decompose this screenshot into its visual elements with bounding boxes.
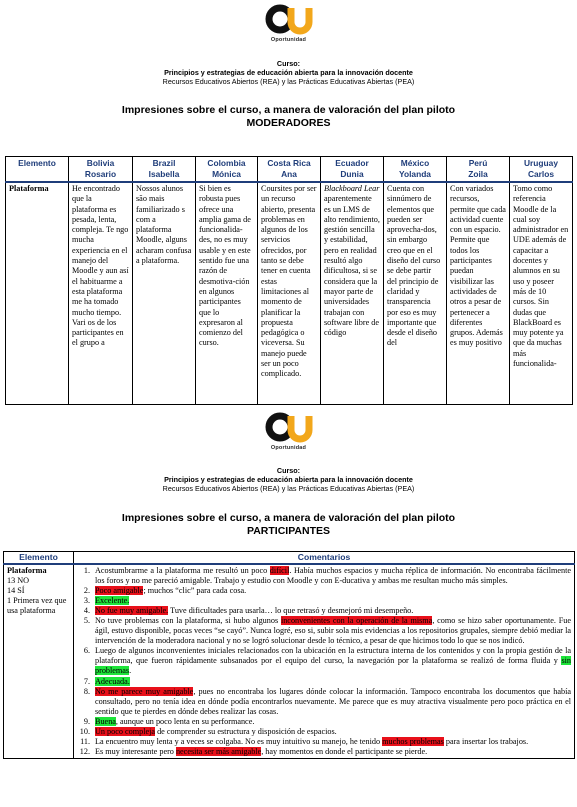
participants-page xyxy=(0,412,577,807)
comment-number: 2. xyxy=(83,586,90,596)
logo-icon xyxy=(265,412,313,444)
table-header-row xyxy=(6,157,573,183)
comment-item xyxy=(77,747,571,757)
comment-text-run: ; muchos “clic” para cada cosa. xyxy=(143,586,247,596)
header-cell: Bolivia Rosario xyxy=(69,157,133,183)
comment-item xyxy=(77,586,571,596)
comment-text-run: Luego de algunos inconvenientes iniciales relacionados con la ubicación en la estructura interna de los contenidos y con la propia gestión de la plataforma, que fueron rápidamente subsanados por el equipo del curso, la navegación por la plataforma se realizó de forma fluida y xyxy=(95,646,571,666)
logo-icon xyxy=(265,4,313,36)
positive-highlight: Adecuada. xyxy=(95,676,130,686)
header-cell: Perú Zoila xyxy=(447,157,510,183)
comment-text-run: La encuentro muy lenta y a veces se colgaba. No es muy intuitivo su manejo, he tenido xyxy=(95,736,383,746)
element-stat: 1 Primera vez que usa plataforma xyxy=(7,596,67,616)
table-row xyxy=(6,182,573,404)
header-cell: Ecuador Dunia xyxy=(321,157,384,183)
comment-text xyxy=(95,747,571,757)
section-title-line2: PARTICIPANTES xyxy=(246,525,331,537)
comment-item xyxy=(77,596,571,606)
table-header-row xyxy=(4,552,575,565)
comment-number: 6. xyxy=(83,646,90,656)
comment-text xyxy=(95,727,571,737)
comment-number: 7. xyxy=(83,676,90,686)
comment-text xyxy=(95,566,571,586)
positive-highlight: sin problemas xyxy=(95,656,571,676)
comment-item xyxy=(77,606,571,616)
comment-number: 12. xyxy=(79,746,90,756)
comment-text-run: . xyxy=(129,666,132,676)
negative-highlight: Poco amigable xyxy=(95,586,144,596)
negative-highlight: difícil xyxy=(269,566,290,575)
comment-item xyxy=(77,727,571,737)
comment-text xyxy=(95,596,571,606)
table-cell: He encontrado que la plataforma es pesada, lenta, compleja. Te ngo mucha experiencia en el manejo del Moodle y aun así el habituarme a esta plataforma me ha tomado mucho tiempo. Vari os de los participantes en el grupo a xyxy=(69,182,133,404)
table-cell: Coursites por ser un recurso abierto, presenta problemas en algunos de los servicios ofrecidos, por tanto se debe tener en cuenta estas limitaciones al momento de planificar la propuesta pedagógica o viceversa. Su manejo puede ser un poco complicado. xyxy=(258,182,321,404)
positive-highlight: Excelente. xyxy=(95,596,130,606)
table-cell: Con variados recursos, permite que cada actividad cuente con un espacio. Permite que todos los participantes puedan visibilizar las actividades de otros a pesar de pertenecer a diferentes grupos. Además es muy positivo xyxy=(447,182,510,404)
section-title-line1: Impresiones sobre el curso, a manera de valoración del plan piloto xyxy=(121,512,456,524)
comment-text xyxy=(95,677,571,687)
course-label: Curso: xyxy=(276,59,301,68)
comment-text xyxy=(95,737,571,747)
comment-text-run: Tuve dificultades para usarla… lo que retrasó y desmejoró mi desempeño. xyxy=(168,606,414,616)
comment-item xyxy=(77,646,571,676)
course-header xyxy=(0,466,577,493)
negative-highlight: Un poco compleja xyxy=(95,726,156,736)
comment-number: 4. xyxy=(83,606,90,616)
comment-text-run: , hay momentos en donde el participante se pierde. xyxy=(261,746,428,756)
logo-text: Oportunidad xyxy=(270,37,307,43)
comment-item xyxy=(77,737,571,747)
comment-item xyxy=(77,677,571,687)
element-name: Plataforma xyxy=(7,566,47,575)
comment-number: 10. xyxy=(79,726,90,736)
oportunidad-logo xyxy=(244,412,334,451)
element-cell xyxy=(4,564,74,758)
blackboard-label: Blackboard Lear xyxy=(324,184,380,193)
header-cell: Comentarios xyxy=(74,552,575,565)
comment-text xyxy=(95,687,571,717)
moderators-table xyxy=(5,156,573,405)
table-cell: Tomo como referencia Moodle de la cual soy administrador en UDE además de capacitar a docentes y alumnos en su uso y poseer más de 10 cursos. Sin dudas que BlackBoard es muy potente ya que da muchas más funcionalida- xyxy=(510,182,573,404)
comment-text-run: Es muy interesante pero xyxy=(95,746,176,756)
comment-number: 9. xyxy=(83,716,90,726)
header-cell: Elemento xyxy=(4,552,74,565)
comment-item xyxy=(77,566,571,586)
positive-highlight: Buena xyxy=(95,716,116,726)
course-title: Principios y estrategias de educación abierta para la innovación docente xyxy=(164,475,413,484)
element-stat: 14 SÍ xyxy=(7,586,25,596)
comment-text xyxy=(95,616,571,646)
section-title-line2: MODERADORES xyxy=(246,117,331,129)
comment-text xyxy=(95,717,571,727)
negative-highlight: inconvenientes con la operación de la misma xyxy=(280,616,433,626)
logo-text: Oportunidad xyxy=(270,445,307,451)
comment-text-run: , como se hizo saber oportunamente. Fue ágil, estuvo disponible, pocas veces “se cayó”. Nunca logré, eso si, subir sola mis evidencias a los repositorios grupales, siempre debió mediar la intervención de la moderadora nacional y no se logró solucionar desde lo técnico, a pesar de que hicimos todo lo que se nos indicó. xyxy=(95,616,571,646)
course-subtitle: Recursos Educativos Abiertos (REA) y las Prácticas Educativas Abiertas (PEA) xyxy=(162,77,415,86)
comment-text-run: , pues no encontraba los lugares dónde colocar la información. Tampoco encontraba los documentos que había consultado, pero no tenía idea en dónde podía encontrarlos nuevamente. Me parece que es muy atractiva visualmente pero poco práctica en el sentido que te pierdes en dónde debes realizar las cosas. xyxy=(95,686,571,716)
comment-text xyxy=(95,586,571,596)
table-cell: Cuenta con sinnúmero de elementos que pueden ser aprovecha-dos, sin embargo creo que en el diseño del curso se debe partir del principio de claridad y transparencia por eso es muy importante que desde el diseño del xyxy=(384,182,447,404)
comments-list xyxy=(77,566,571,757)
table-row xyxy=(4,564,575,758)
section-title xyxy=(0,104,577,130)
header-cell: Costa Rica Ana xyxy=(258,157,321,183)
oportunidad-logo xyxy=(244,4,334,43)
comment-item xyxy=(77,717,571,727)
course-subtitle: Recursos Educativos Abiertos (REA) y las Prácticas Educativas Abiertas (PEA) xyxy=(162,484,415,493)
comment-text-run: . Había muchos espacios y mucha réplica de información. No encontraba fácilmente los foros y no me pareció amigable. Trabajo y estudio con Moodle y con E-ducativa y ambas me resultan mucho más simples. xyxy=(95,566,572,586)
comment-number: 8. xyxy=(83,686,90,696)
comments-cell xyxy=(74,564,575,758)
comment-item xyxy=(77,687,571,717)
header-cell: Colombia Mónica xyxy=(196,157,258,183)
header-cell: Brazil Isabella xyxy=(133,157,196,183)
comment-item xyxy=(77,616,571,646)
element-stat: 13 NO xyxy=(7,576,30,586)
comment-text xyxy=(95,646,571,676)
comment-number: 5. xyxy=(83,616,90,626)
comment-text-run: para insertar los trabajos. xyxy=(443,736,529,746)
header-cell: Uruguay Carlos xyxy=(510,157,573,183)
comment-text-run: de comprender su estructura y disposición de espacios. xyxy=(155,726,337,736)
negative-highlight: muchos problemas xyxy=(382,736,444,746)
comment-number: 11. xyxy=(80,736,90,746)
course-label: Curso: xyxy=(276,466,301,475)
negative-highlight: No fue muy amigable. xyxy=(95,606,169,616)
section-title xyxy=(0,512,577,538)
table-cell: Blackboard Lear aparentemente es un LMS de alto rendimiento, gestión sencilla y estabilidad, pero en realidad resultó algo dificultosa, si se considera que la mayor parte de universidades trabajan con software libre de código xyxy=(321,182,384,404)
comment-number: 3. xyxy=(83,596,90,606)
participants-table xyxy=(3,551,575,759)
table-cell: Si bien es robusta pues ofrece una amplia gama de funcionalida-des, no es muy usable y en este sentido fue una razón de desmotiva-ción en algunos participantes que lo expresaron al comienzo del curso. xyxy=(196,182,258,404)
table-cell: Nossos alunos são mais familiarizado s com a plataforma Moodle, alguns acharam confusa a plataforma. xyxy=(133,182,196,404)
comment-text-run: No tuve problemas con la plataforma, si hubo algunos xyxy=(95,616,281,626)
course-title: Principios y estrategias de educación abierta para la innovación docente xyxy=(164,68,413,77)
row-label: Plataforma xyxy=(6,182,69,404)
header-cell: Elemento xyxy=(6,157,69,183)
comment-text-run: Acostumbrarme a la plataforma me resultó un poco xyxy=(95,566,270,575)
header-cell: México Yolanda xyxy=(384,157,447,183)
comment-number: 1. xyxy=(83,566,90,575)
course-header xyxy=(0,59,577,86)
comment-text-run: , aunque un poco lenta en su performance. xyxy=(115,716,255,726)
negative-highlight: No me parece muy amigable xyxy=(95,686,194,696)
section-title-line1: Impresiones sobre el curso, a manera de valoración del plan piloto xyxy=(121,104,456,116)
negative-highlight: necesita ser más amigable xyxy=(175,746,262,756)
comment-text xyxy=(95,606,571,616)
